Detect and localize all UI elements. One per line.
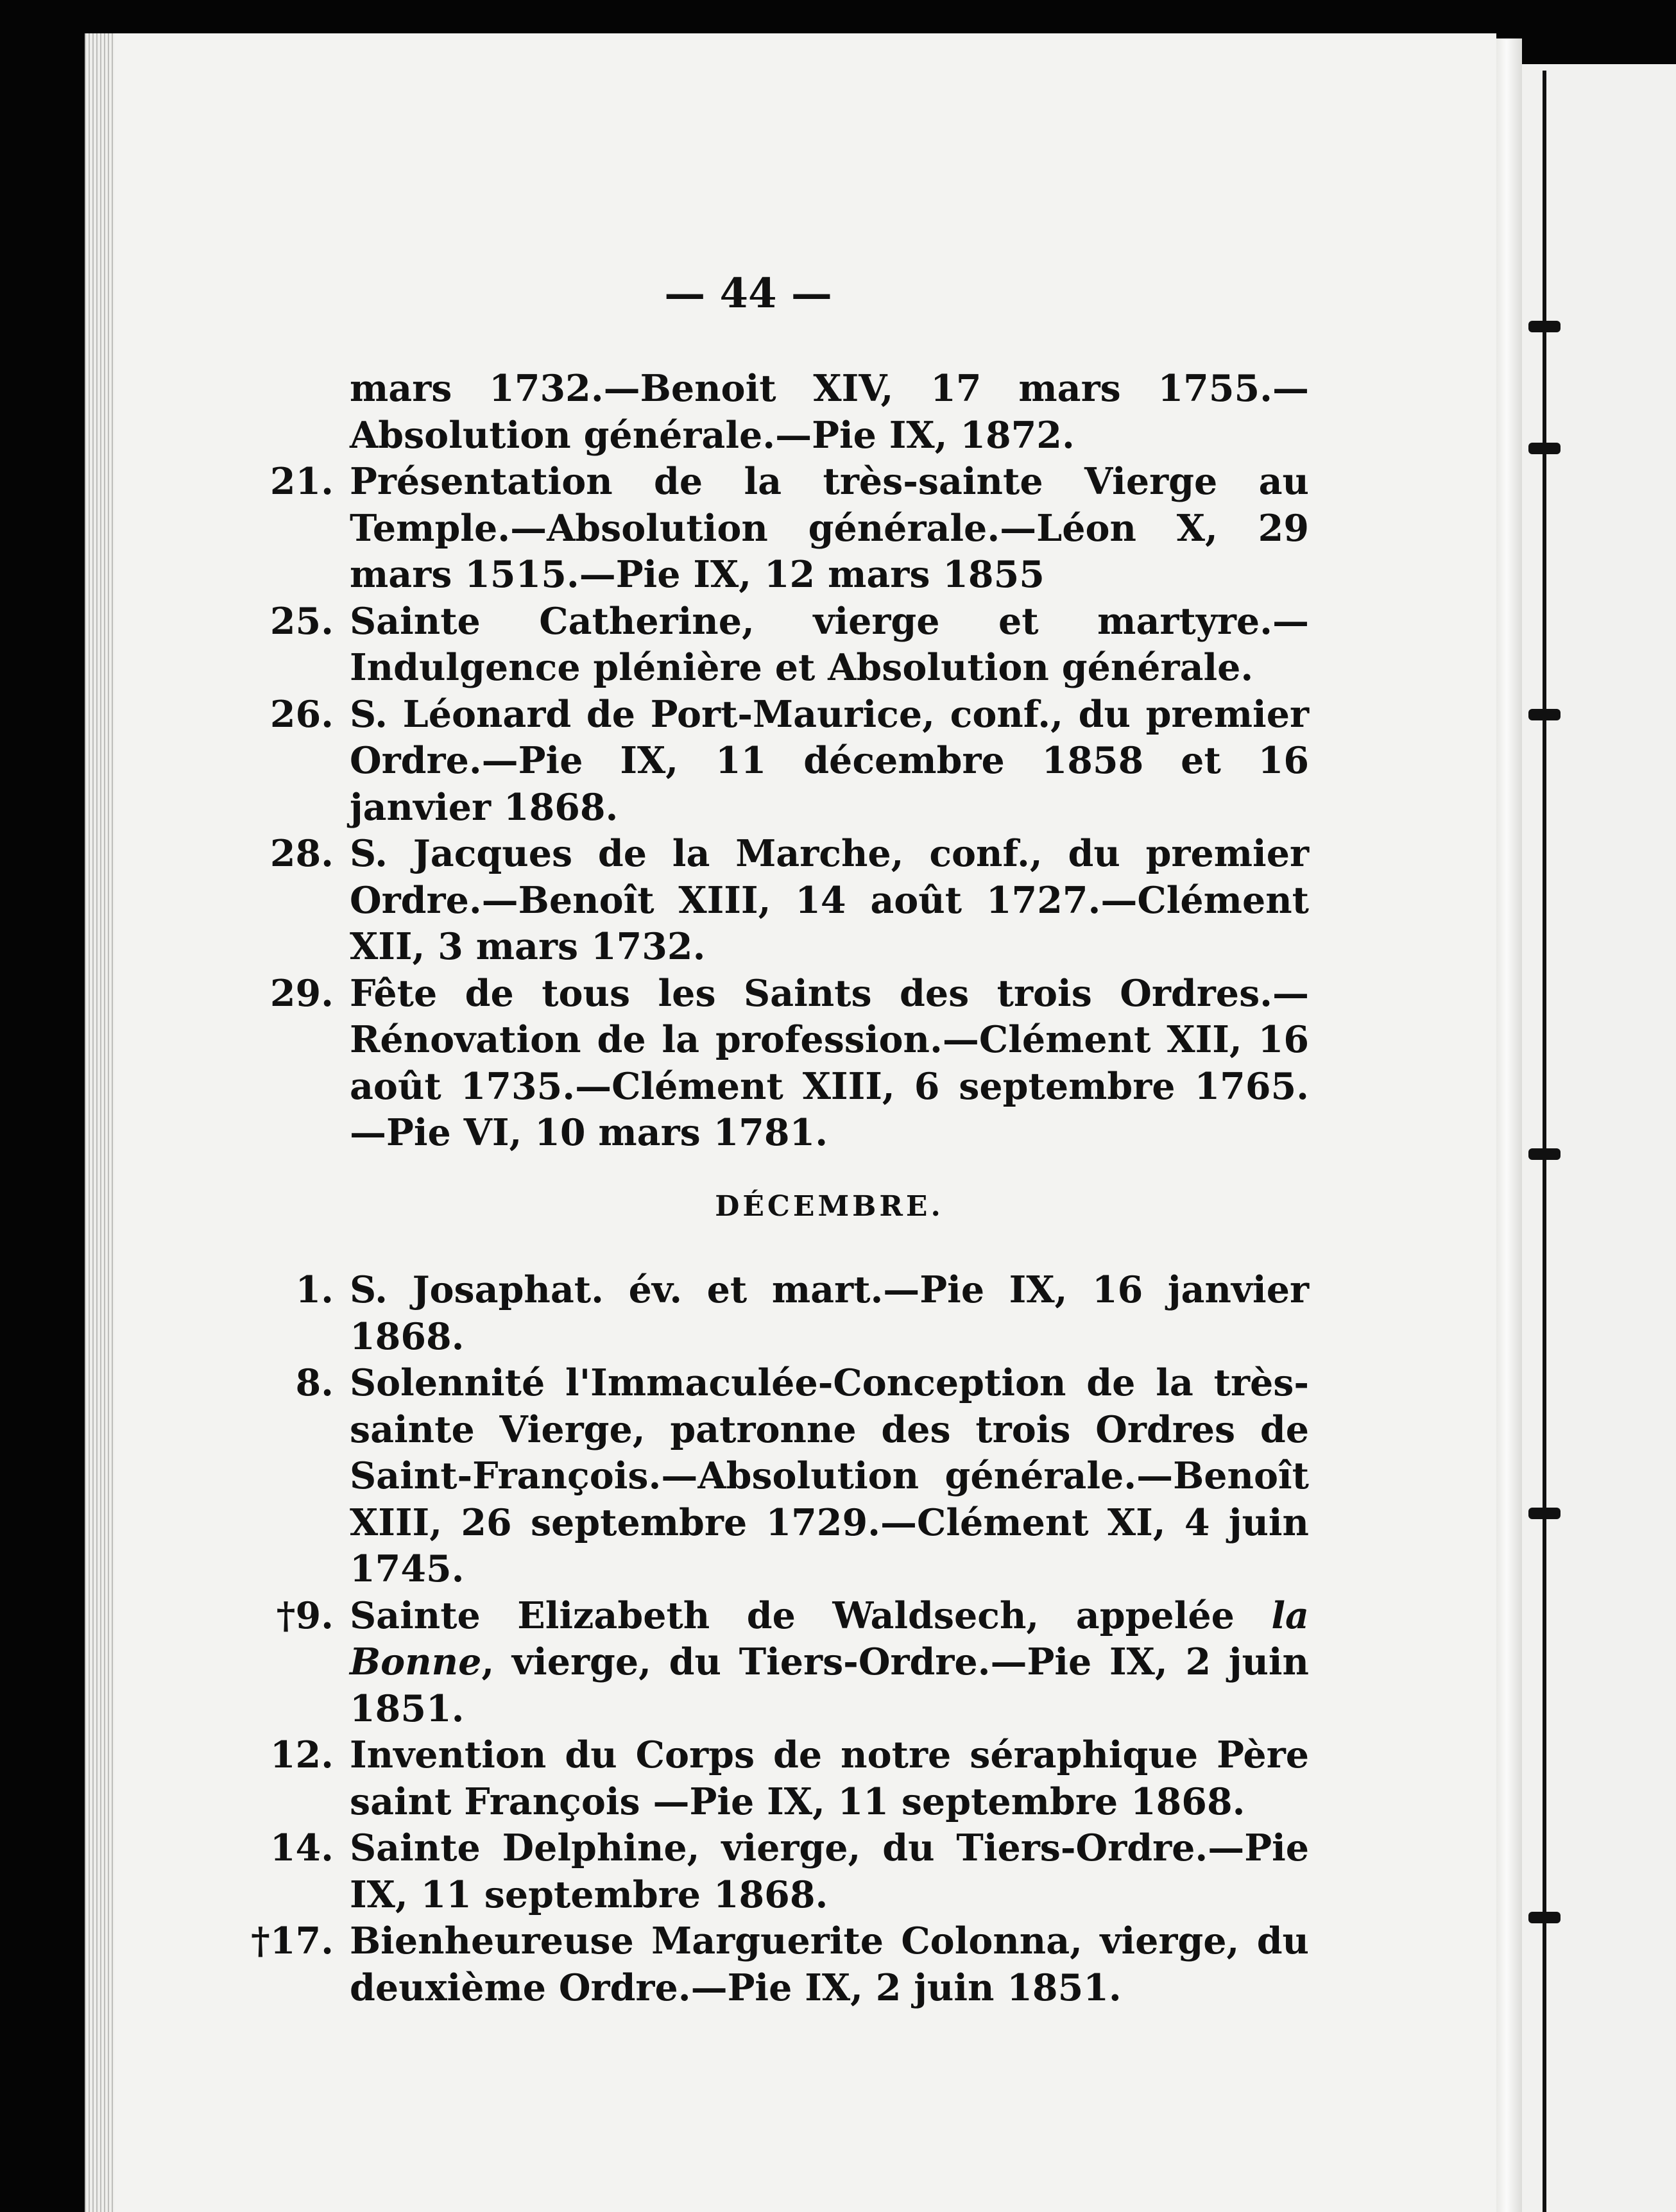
entry-text-part: Sainte Elizabeth de Waldsech, appelée [350,1594,1272,1637]
entry-number: 25. [269,599,334,643]
entry-text-part: , vierge, du Tiers-Ordre.—Pie IX, 2 juin 1851. [350,1640,1309,1730]
entry-number: 21. [269,460,334,503]
list-item [244,971,1309,1157]
binding-stitch [1528,1508,1561,1519]
entry-number: 29. [269,971,334,1015]
list-item [244,1267,1309,1360]
entry-number: †17. [251,1919,334,1962]
entry-number: 28. [269,832,334,875]
entry-number: 1. [295,1268,334,1311]
binding-thread [1543,71,1546,2212]
list-item [244,599,1309,692]
entry-text: Bienheureuse Marguerite Colonna, vierge, du deuxième Ordre.—Pie IX, 2 juin 1851. [350,1919,1309,2009]
entry-number: 26. [269,692,334,736]
binding-stitch [1528,321,1561,332]
entry-number: 8. [295,1361,334,1404]
binding-stitch [1528,443,1561,454]
entry-text-italic: la Bonne [350,1594,1309,1683]
list-item [244,1732,1309,1825]
page-text [244,366,1309,2011]
entry-text: Invention du Corps de notre séraphique Père saint François —Pie IX, 11 septembre 1868. [350,1733,1309,1823]
section-heading: DÉCEMBRE. [715,1189,944,1223]
entry-number: 12. [269,1733,334,1776]
entry-number: †9. [276,1594,334,1637]
entry-text: Fête de tous les Saints des trois Ordres.—Rénovation de la profession.—Clément XII, 16 août 1735.—Clément XIII, 6 septembre 1765.—Pie VI, 10 mars 1781. [350,971,1309,1154]
entry-text: S. Léonard de Port-Maurice, conf., du premier Ordre.—Pie IX, 11 décembre 1858 et 16 janvier 1868. [350,692,1309,829]
binding-stitch [1528,1912,1561,1923]
list-item [244,1360,1309,1593]
list-item [244,1918,1309,2011]
continuation-text: mars 1732.—Benoit XIV, 17 mars 1755.—Absolution générale.—Pie IX, 1872. [350,367,1309,457]
list-item [244,1593,1309,1733]
book-spine [1496,38,1522,2212]
entry-number: 14. [269,1826,334,1869]
entry-text: Sainte Catherine, vierge et martyre.—Indulgence plénière et Absolution générale. [350,599,1309,689]
binding-stitch [1528,1148,1561,1160]
entry-text: S. Jacques de la Marche, conf., du premier Ordre.—Benoît XIII, 14 août 1727.—Clément XII, 3 mars 1732. [350,832,1309,968]
entry-text: Présentation de la très-sainte Vierge au Temple.—Absolution générale.—Léon X, 29 mars 1515.—Pie IX, 12 mars 1855 [350,460,1309,596]
entry-text: Solennité l'Immaculée-Conception de la très-sainte Vierge, patronne des trois Ordres de Saint-François.—Absolution générale.—Benoît XIII, 26 septembre 1729.—Clément XI, 4 juin 1745. [350,1361,1309,1590]
entry-text: Sainte Delphine, vierge, du Tiers-Ordre.—Pie IX, 11 septembre 1868. [350,1826,1309,1916]
entry-text: S. Josaphat. év. et mart.—Pie IX, 16 janvier 1868. [350,1268,1309,1358]
list-item [244,831,1309,971]
page-edge [85,33,114,2212]
entry-text [350,1594,1309,1730]
list-item [244,459,1309,599]
list-item [244,692,1309,831]
binding-stitch [1528,709,1561,720]
page-number: — 44 — [664,269,832,318]
list-item [244,1825,1309,1918]
